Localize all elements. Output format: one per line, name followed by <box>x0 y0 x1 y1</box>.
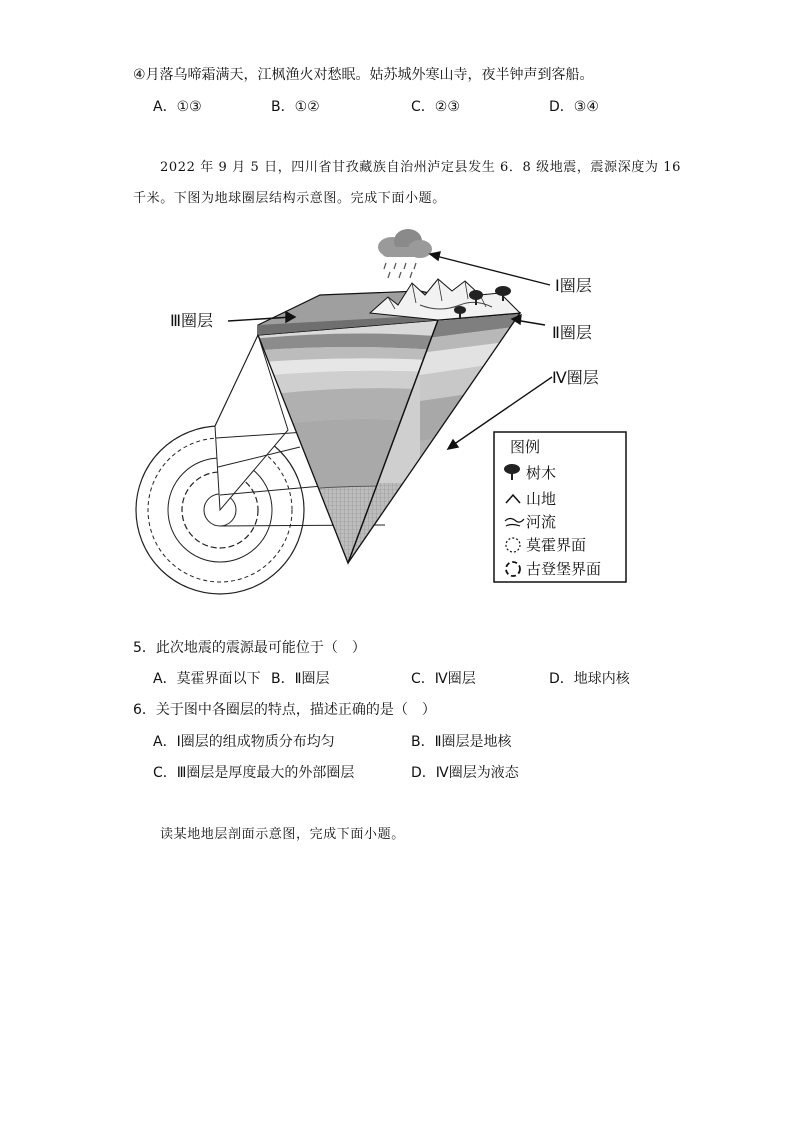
legend-item-gutenberg: 古登堡界面 <box>526 560 602 578</box>
option-a[interactable]: A．①③ <box>153 99 202 115</box>
cloud-icon <box>378 229 432 278</box>
earth-layers-diagram <box>120 225 650 605</box>
legend-item-trees: 树木 <box>526 464 557 482</box>
option-b[interactable]: B．①② <box>271 99 320 115</box>
q6-option-b[interactable]: B．Ⅱ圈层是地核 <box>411 734 512 750</box>
q6-option-d[interactable]: D．Ⅳ圈层为液态 <box>411 765 519 781</box>
legend <box>494 432 626 582</box>
q6-option-c[interactable]: C．Ⅲ圈层是厚度最大的外部圈层 <box>153 765 355 781</box>
legend-item-mountain: 山地 <box>526 490 557 508</box>
label-circle-4: Ⅳ圈层 <box>552 368 599 387</box>
legend-title: 图例 <box>510 438 541 456</box>
intro-line-1: 2022 年 9 月 5 日，四川省甘孜藏族自治州泸定县发生 6．8 级地震，震源深度为 16 <box>160 160 681 175</box>
legend-item-river: 河流 <box>526 513 557 531</box>
q5-option-c[interactable]: C．Ⅳ圈层 <box>411 671 476 687</box>
q5-option-d[interactable]: D．地球内核 <box>549 671 630 687</box>
q5-option-b[interactable]: B．Ⅱ圈层 <box>271 671 330 687</box>
next-intro: 读某地地层剖面示意图，完成下面小题。 <box>160 827 405 842</box>
option-c[interactable]: C．②③ <box>411 99 460 115</box>
question-5-stem: 5．此次地震的震源最可能位于（ ） <box>133 640 366 656</box>
label-circle-2: Ⅱ圈层 <box>552 323 592 342</box>
label-circle-1: Ⅰ圈层 <box>555 276 592 295</box>
q6-option-a[interactable]: A．Ⅰ圈层的组成物质分布均匀 <box>153 734 335 750</box>
q5-option-a[interactable]: A．莫霍界面以下 <box>153 671 261 687</box>
poem-line: ④月落乌啼霜满天，江枫渔火对愁眠。姑苏城外寒山寺，夜半钟声到客船。 <box>133 67 594 83</box>
option-d[interactable]: D．③④ <box>549 99 599 115</box>
label-circle-3: Ⅲ圈层 <box>170 311 214 330</box>
legend-item-moho: 莫霍界面 <box>526 536 587 554</box>
intro-line-2: 千米。下图为地球圈层结构示意图。完成下面小题。 <box>133 191 446 206</box>
question-6-stem: 6．关于图中各圈层的特点，描述正确的是（ ） <box>133 702 436 718</box>
